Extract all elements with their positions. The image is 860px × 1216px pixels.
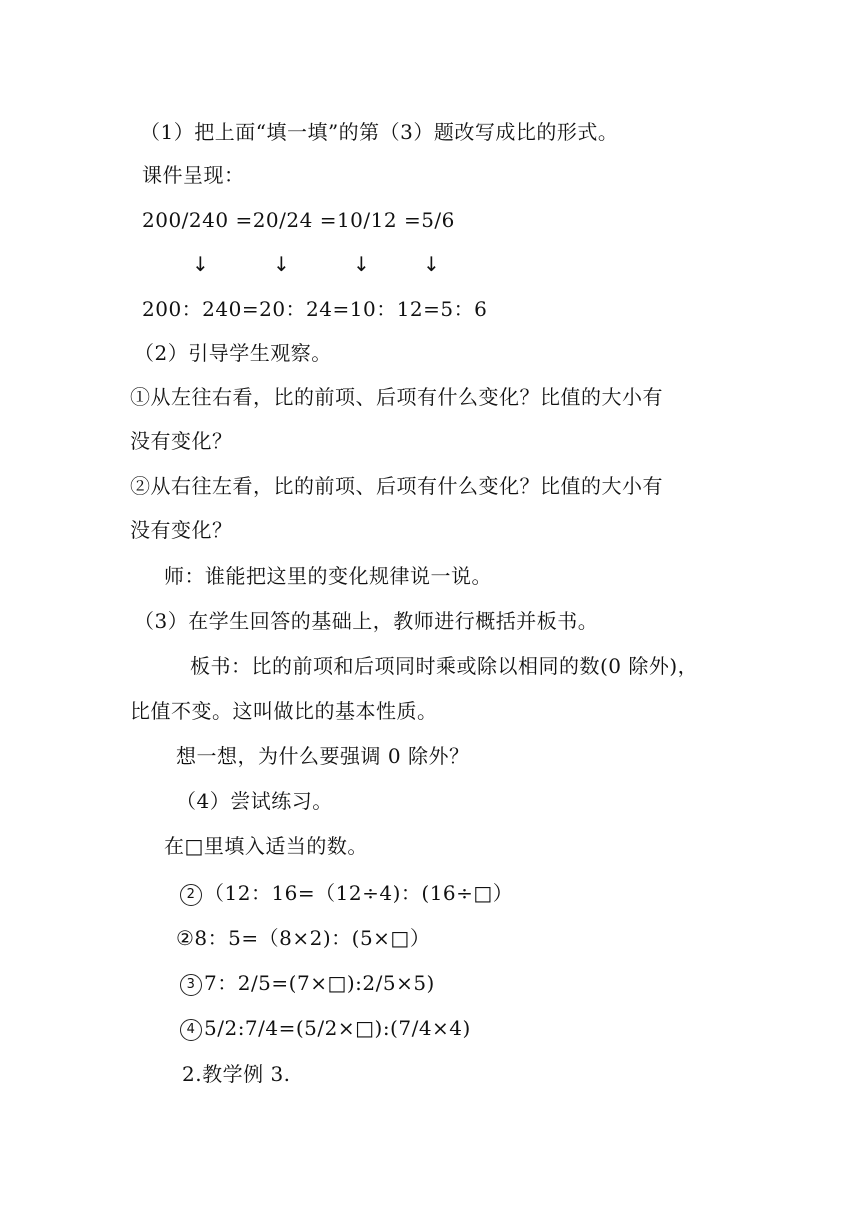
exercise-1 — [180, 879, 513, 907]
exercise-3 — [180, 969, 435, 997]
down-arrow-icon: ↓ — [353, 252, 370, 276]
board-writing-line-1: 板书：比的前项和后项同时乘或除以相同的数(0 除外)， — [190, 654, 699, 678]
down-arrow-icon: ↓ — [192, 252, 209, 276]
board-writing-line-2: 比值不变。这叫做比的基本性质。 — [130, 699, 438, 723]
task-2-text: （2）引导学生观察。 — [134, 341, 332, 365]
teacher-prompt: 师：谁能把这里的变化规律说一说。 — [164, 564, 492, 588]
down-arrow-icon: ↓ — [423, 252, 440, 276]
question-1-line-1: ①从左往右看，比的前项、后项有什么变化？比值的大小有 — [130, 385, 663, 409]
exercise-text: 7：2/5=(7×□):2/5×5) — [204, 971, 435, 995]
task-4-text: （4）尝试练习。 — [176, 789, 333, 813]
down-arrow-icon: ↓ — [273, 252, 290, 276]
example-3-heading: 2.教学例 3. — [182, 1062, 291, 1086]
exercise-2: ②8：5=（8×2)：(5×□） — [176, 926, 431, 950]
exercise-number-badge: 4 — [180, 1019, 202, 1041]
task-1-text: （1）把上面“填一填”的第（3）题改写成比的形式。 — [140, 120, 619, 144]
fraction-equation: 200/240 =20/24 =10/12 =5/6 — [142, 208, 455, 232]
question-2-line-2: 没有变化？ — [130, 518, 233, 542]
exercise-text: （12：16=（12÷4)：(16÷□） — [204, 881, 514, 905]
ratio-equation: 200：240=20：24=10：12=5：6 — [142, 297, 488, 321]
courseware-label: 课件呈现： — [142, 163, 245, 187]
exercise-number-badge: 2 — [180, 884, 202, 906]
task-3-text: （3）在学生回答的基础上，教师进行概括并板书。 — [134, 609, 599, 633]
exercise-text: 5/2:7/4=(5/2×□):(7/4×4) — [204, 1016, 471, 1040]
exercise-number-badge: 3 — [180, 974, 202, 996]
exercise-4 — [180, 1014, 471, 1042]
fill-instruction: 在□里填入适当的数。 — [164, 834, 368, 858]
question-2-line-1: ②从右往左看，比的前项、后项有什么变化？比值的大小有 — [130, 474, 663, 498]
question-1-line-2: 没有变化？ — [130, 429, 233, 453]
think-question: 想一想，为什么要强调 0 除外？ — [176, 744, 470, 768]
